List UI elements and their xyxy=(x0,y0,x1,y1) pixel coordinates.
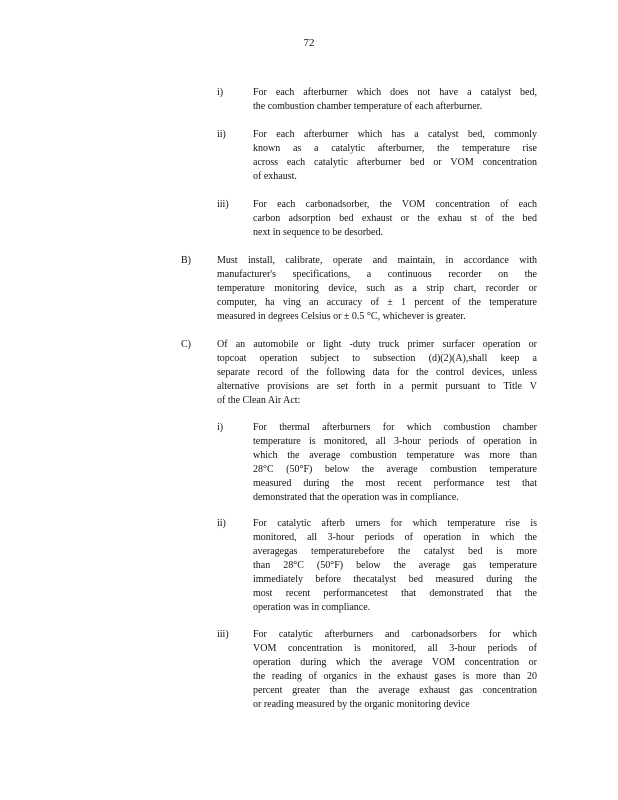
text-line: the reading of organics in the exhaust gases is more than 20 xyxy=(253,671,537,682)
text-line: For catalytic afterburners and carbonadsorbers for which xyxy=(253,629,537,640)
item-text xyxy=(253,628,537,712)
page-number: 72 xyxy=(303,37,315,49)
text-line: temperature is monitored, all 3-hour periods of operation in xyxy=(253,436,537,447)
text-line: Must install, calibrate, operate and maintain, in accordance with xyxy=(217,255,537,266)
item-marker: ii) xyxy=(217,129,226,140)
text-line: operation during which the average VOM concentration or xyxy=(253,657,537,668)
text-line: or reading measured by the organic monitoring device xyxy=(253,699,470,710)
text-line: of exhaust. xyxy=(253,171,297,182)
item-text xyxy=(253,421,537,505)
text-line: than 28°C (50°F) below the average gas temperature xyxy=(253,560,537,571)
item-text xyxy=(217,338,537,408)
text-line: manufacturer's specifications, a continuous recorder on the xyxy=(217,269,537,280)
text-line: most recent performancetest that demonstrated that the xyxy=(253,588,537,599)
item-marker: iii) xyxy=(217,629,229,640)
text-line: computer, ha ving an accuracy of ± 1 percent of the temperature xyxy=(217,297,537,308)
item-marker: iii) xyxy=(217,199,229,210)
item-marker: i) xyxy=(217,422,224,433)
text-line: 28°C (50°F) below the average combustion temperature xyxy=(253,464,537,475)
text-line: operation was in compliance. xyxy=(253,602,371,613)
text-line: Of an automobile or light -duty truck primer surfacer operation or xyxy=(217,339,537,350)
text-line: which the average combustion temperature was more than xyxy=(253,450,537,461)
item-text xyxy=(253,517,537,615)
text-line: temperature monitoring device, such as a strip chart, recorder or xyxy=(217,283,537,294)
item-text xyxy=(217,254,537,324)
item-marker: B) xyxy=(181,255,191,266)
text-line: monitored, all 3-hour periods of operation in which the xyxy=(253,532,537,543)
item-marker: C) xyxy=(181,339,191,350)
text-line: next in sequence to be desorbed. xyxy=(253,227,383,238)
item-text xyxy=(253,128,537,184)
text-line: across each catalytic afterburner bed or VOM concentration xyxy=(253,157,537,168)
text-line: alternative provisions are set forth in a permit pursuant to Title V xyxy=(217,381,537,392)
text-line: percent greater than the average exhaust gas concentration xyxy=(253,685,537,696)
text-line: For each carbonadsorber, the VOM concentration of each xyxy=(253,199,537,210)
text-line: immediately before thecatalyst bed measured during the xyxy=(253,574,537,585)
text-line: For each afterburner which does not have a catalyst bed, xyxy=(253,87,537,98)
text-line: the combustion chamber temperature of each afterburner. xyxy=(253,101,483,112)
text-line: VOM concentration is monitored, all 3-hour periods of xyxy=(253,643,537,654)
item-marker: ii) xyxy=(217,518,226,529)
text-line: carbon adsorption bed exhaust or the exhau st of the bed xyxy=(253,213,537,224)
item-text xyxy=(253,86,537,114)
text-line: For catalytic afterb urners for which temperature rise is xyxy=(253,518,537,529)
text-line: measured during the most recent performance test that xyxy=(253,478,537,489)
item-text xyxy=(253,198,537,240)
text-line: topcoat operation subject to subsection (d)(2)(A),shall keep a xyxy=(217,353,537,364)
text-line: For thermal afterburners for which combustion chamber xyxy=(253,422,537,433)
item-marker: i) xyxy=(217,87,224,98)
text-line: separate record of the following data for the control devices, unless xyxy=(217,367,537,378)
text-line: of the Clean Air Act: xyxy=(217,395,301,406)
text-line: For each afterburner which has a catalyst bed, commonly xyxy=(253,129,537,140)
text-line: averagegas temperaturebefore the catalyst bed is more xyxy=(253,546,537,557)
text-line: demonstrated that the operation was in compliance. xyxy=(253,492,459,503)
text-line: known as a catalytic afterburner, the temperature rise xyxy=(253,143,537,154)
text-line: measured in degrees Celsius or ± 0.5 °C, whichever is greater. xyxy=(217,311,466,322)
